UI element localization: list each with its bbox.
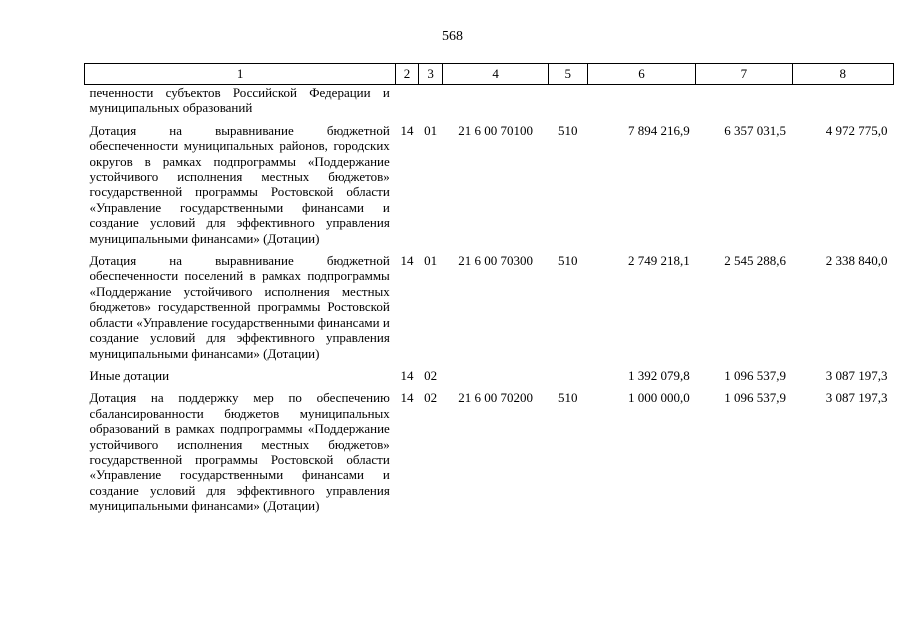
page-number: 568: [442, 29, 463, 44]
row-expense-type: 510: [558, 122, 578, 138]
header-row: [85, 64, 894, 85]
table-row: [85, 368, 894, 383]
row-amount-col6: 2 749 218,1: [628, 253, 690, 269]
row-subsection: 01: [424, 122, 438, 138]
row-amount-col6: 7 894 216,9: [628, 122, 690, 138]
column-header: 4: [443, 64, 548, 85]
row-subsection: 01: [424, 253, 438, 269]
row-target-code: [443, 85, 548, 116]
table-row: [85, 390, 894, 513]
row-amount-col7: 6 357 031,5: [724, 122, 787, 138]
row-amount-col6: [587, 85, 696, 116]
row-target-code: [443, 368, 548, 383]
row-amount-col8: [792, 85, 893, 116]
row-amount-col8: 4 972 775,0: [825, 122, 888, 138]
row-subsection: 02: [424, 390, 438, 406]
row-amount-col6: 1 392 079,8: [628, 367, 690, 383]
row-amount-col8: 3 087 197,3: [825, 390, 888, 406]
row-amount-col7: 1 096 537,9: [724, 367, 787, 383]
row-amount-col6: 1 000 000,0: [628, 390, 690, 406]
row-expense-type: 510: [558, 253, 578, 269]
row-description: Дотация на поддержку мер по обеспечению сбалансированности бюджетов муниципальных образований в рамках подпрограммы «Поддержание устойчивого исполнения местных бюджетов» государственной программы Ростовской области «Управление государственными финансами и создание условий для эффективного управления муниципальными финансами» (Дотации): [89, 390, 390, 514]
column-header: 6: [587, 64, 696, 85]
row-expense-type: 510: [558, 390, 578, 406]
column-header: 5: [548, 64, 587, 85]
budget-table: [84, 63, 894, 514]
row-description: Дотация на выравнивание бюджетной обеспеченности поселений в рамках подпрограммы «Поддержание устойчивого исполнения местных бюджетов» государственной программы Ростовской области «Управление государственными финансами и создание условий для эффективного управления муниципальными финансами» (Дотации): [89, 253, 390, 361]
row-amount-col7: [696, 85, 792, 116]
row-section: [396, 85, 419, 116]
row-amount-col8: 2 338 840,0: [825, 253, 888, 269]
row-section: 14: [400, 253, 414, 269]
row-section: 14: [400, 367, 414, 383]
column-header: 1: [85, 64, 396, 85]
column-header: 3: [418, 64, 443, 85]
row-target-code: 21 6 00 70300: [458, 253, 533, 269]
row-description: печенности субъектов Российской Федерации и муниципальных образований: [89, 85, 390, 116]
table-row: [85, 85, 894, 116]
row-expense-type: [548, 368, 587, 383]
row-expense-type: [548, 85, 587, 116]
row-target-code: 21 6 00 70200: [458, 390, 533, 406]
table-row: [85, 253, 894, 361]
column-header: 8: [792, 64, 893, 85]
row-target-code: 21 6 00 70100: [458, 122, 533, 138]
table-row: [85, 123, 894, 246]
row-section: 14: [400, 390, 414, 406]
row-description: Дотация на выравнивание бюджетной обеспеченности муниципальных районов, городских округов в рамках подпрограммы «Поддержание устойчивого исполнения местных бюджетов» государственной программы Ростовской области «Управление государственными финансами и создание условий для эффективного управления муниципальными финансами» (Дотации): [89, 122, 390, 246]
row-subsection: [418, 85, 443, 116]
column-header: 2: [396, 64, 419, 85]
row-subsection: 02: [424, 367, 438, 383]
row-amount-col7: 1 096 537,9: [724, 390, 787, 406]
row-section: 14: [400, 122, 414, 138]
column-header: 7: [696, 64, 792, 85]
row-amount-col7: 2 545 288,6: [724, 253, 787, 269]
row-description: Иные дотации: [89, 367, 170, 383]
row-amount-col8: 3 087 197,3: [825, 367, 888, 383]
